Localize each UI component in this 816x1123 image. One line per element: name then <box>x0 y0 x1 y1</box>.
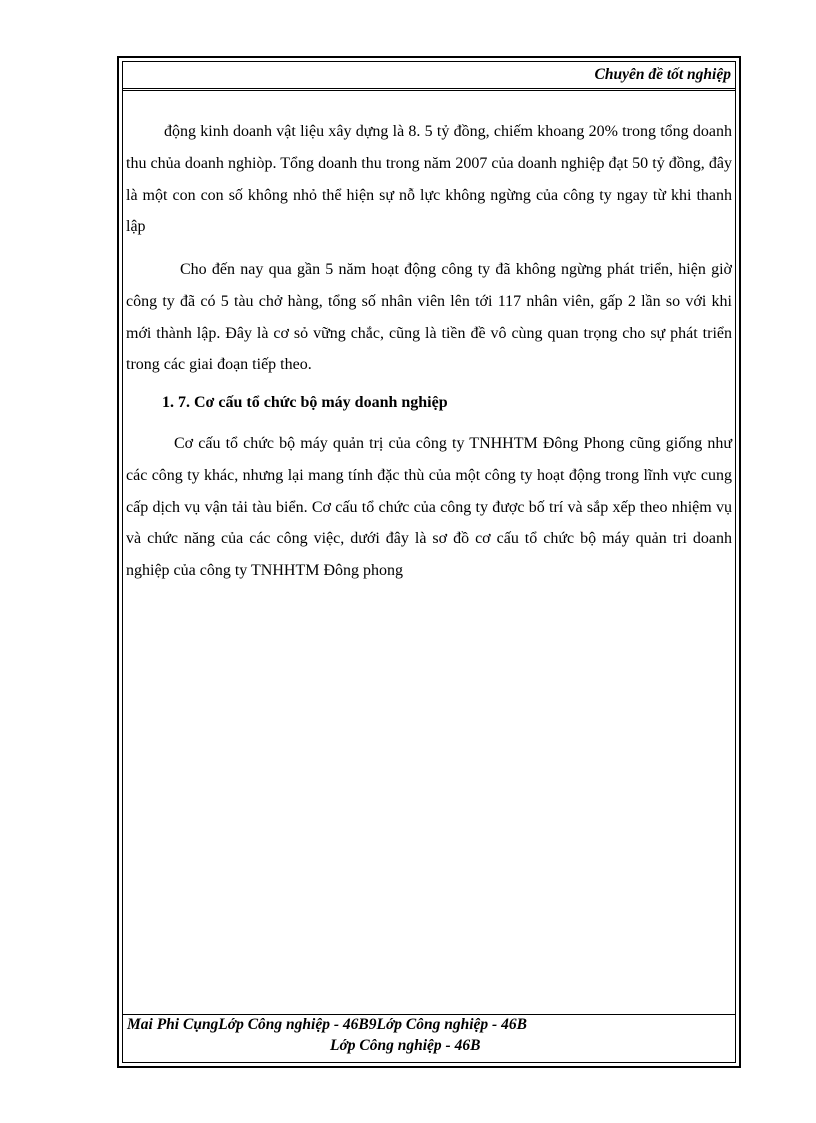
footer-line-2: Lớp Công nghiệp - 46B <box>330 1037 481 1054</box>
header-divider <box>123 88 735 91</box>
footer-divider <box>123 1014 735 1015</box>
header-title: Chuyên đề tốt nghiệp <box>594 66 731 83</box>
section-heading: 1. 7. Cơ cấu tổ chức bộ máy doanh nghiệp <box>162 394 448 411</box>
paragraph-2: Cho đến nay qua gần 5 năm hoạt động công ty đã không ngừng phát triển, hiện giờ công ty đã có 5 tàu chở hàng, tổng số nhân viên lên tới 117 nhân viên, gấp 2 lần so với khi mới thành lập. Đây là cơ sỏ vững chắc, cũng là tiền đề vô cùng quan trọng cho sự phát triển trong các giai đoạn tiếp theo. <box>126 261 732 374</box>
footer-line-1: Mai Phi CụngLớp Công nghiệp - 46B9Lớp Công nghiệp - 46B <box>127 1016 527 1033</box>
paragraph-1: động kinh doanh vật liệu xây dựng là 8. 5 tỷ đồng, chiếm khoang 20% trong tổng doanh thu chủa doanh nghiòp. Tổng doanh thu trong năm 2007 của doanh nghiệp đạt 50 tỷ đồng, đây là một con con số không nhỏ thể hiện sự nỗ lực không ngừng của công ty ngay từ khi thanh lập <box>126 123 732 236</box>
paragraph-3: Cơ cấu tổ chức bộ máy quản trị của công ty TNHHTM Đông Phong cũng giống như các công ty khác, nhưng lại mang tính đặc thù của một công ty hoạt động trong lĩnh vực cung cấp dịch vụ vận tải tàu biển. Cơ cấu tổ chức của công ty được bố trí và sắp xếp theo nhiệm vụ và chức năng của các công việc, dưới đây là sơ đồ cơ cấu tổ chức bộ máy quản tri doanh nghiệp của công ty TNHHTM Đông phong <box>126 435 732 580</box>
